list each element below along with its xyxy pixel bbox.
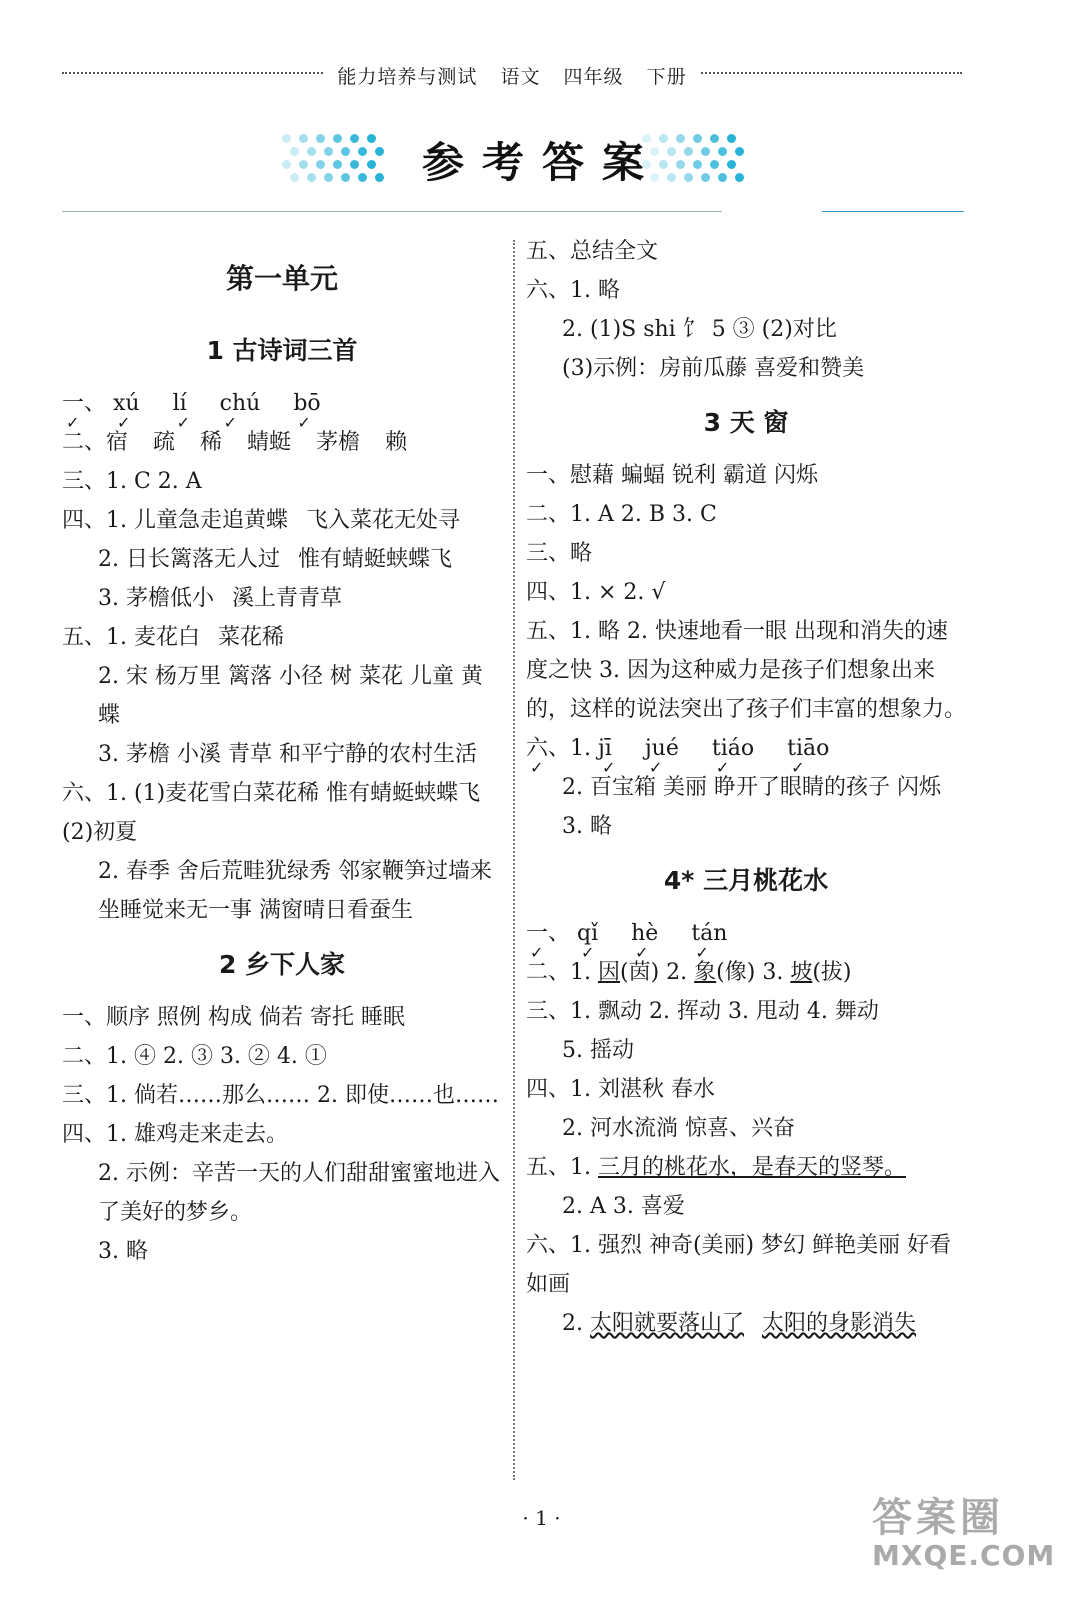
decorative-dot	[367, 160, 376, 169]
l2-q5: 五、总结全文	[526, 239, 659, 264]
page-number: · 1 ·	[522, 1506, 561, 1530]
decorative-dot	[290, 147, 299, 156]
l3-q6b: 2. 百宝箱 美丽 睁开了眼睛的孩子 闪烁	[562, 775, 941, 800]
l1-q3: 三、1. C 2. A	[62, 469, 202, 494]
pinyin-item: jué ✓	[645, 736, 679, 761]
title-banner	[262, 122, 822, 202]
decorative-dot	[667, 173, 676, 182]
l2-q3: 三、1. 倘若……那么…… 2. 即使……也……	[62, 1083, 499, 1108]
column-divider	[513, 240, 515, 1480]
right-column	[526, 232, 966, 1343]
l2-q6b: 2. (1)S shi 饣 5 ③ (2)对比	[562, 317, 837, 342]
decorative-dot	[316, 160, 325, 169]
decorative-dot	[727, 134, 736, 143]
decorative-dot	[701, 173, 710, 182]
l2-q6c: (3)示例：房前瓜藤 喜爱和赞美	[562, 356, 865, 381]
answer-item: 惟有蜻蜓蛱蝶飞	[297, 547, 452, 572]
decorative-dot	[324, 147, 333, 156]
answer-text: (拔)	[812, 960, 852, 985]
l1-q4c	[62, 579, 502, 618]
decorative-dot	[659, 160, 668, 169]
decorative-dot	[701, 147, 710, 156]
decorative-dot	[307, 147, 316, 156]
l3-q6a	[526, 729, 966, 768]
title-rule-right	[822, 211, 964, 212]
l3-q3: 三、略	[526, 541, 593, 566]
l2-q4b: 2. 示例：辛苦一天的人们甜甜蜜蜜地进入了美好的梦乡。	[98, 1161, 500, 1225]
running-header	[62, 62, 962, 88]
l2-q2: 二、1. ④ 2. ③ 3. ② 4. ①	[62, 1044, 327, 1069]
l1-q1-label: 一、 ✓	[62, 391, 106, 416]
answer-item: 3. 茅檐低小	[98, 586, 214, 611]
lesson-4-title: 4* 三月桃花水	[663, 866, 829, 895]
watermark-logo: 答案圈	[872, 1495, 1004, 1541]
decorative-dot	[693, 160, 702, 169]
answer-prefix: 2.	[562, 1311, 590, 1336]
decorative-dot	[299, 160, 308, 169]
pinyin-item: bō ✓	[293, 391, 320, 416]
l3-q6c: 3. 略	[562, 814, 612, 839]
l3-q1: 一、慰藉 蝙蝠 锐利 霸道 闪烁	[526, 463, 818, 488]
l1-q1	[62, 384, 502, 423]
decorative-dot	[341, 173, 350, 182]
header-book: 能力培养与测试	[337, 66, 478, 88]
header-grade: 四年级	[563, 66, 624, 88]
underlined-answer: 三月的桃花水，是春天的竖琴。	[597, 1155, 906, 1180]
decorative-dot	[684, 147, 693, 156]
left-column	[62, 232, 502, 1271]
decorative-dot	[375, 147, 384, 156]
underlined-answer: 因	[597, 960, 620, 985]
header-text	[323, 62, 700, 89]
decorative-dot	[667, 147, 676, 156]
decorative-dot	[350, 160, 359, 169]
decorative-dot	[316, 134, 325, 143]
page-title: 参考答案	[421, 138, 662, 187]
pinyin-item: qǐ ✓	[577, 921, 598, 946]
decorative-dot	[341, 147, 350, 156]
decorative-dot	[710, 134, 719, 143]
unit-title: 第一单元	[225, 262, 338, 295]
header-subject: 语文	[500, 66, 541, 88]
l1-q6a: 六、1. (1)麦花雪白菜花稀 惟有蜻蜓蛱蝶飞 (2)初夏	[62, 781, 481, 845]
answer-item: 赖	[385, 430, 408, 455]
decorative-dot	[290, 173, 299, 182]
decorative-dot	[299, 134, 308, 143]
decorative-dot	[650, 147, 659, 156]
l4-q3: 三、1. 飘动 2. 挥动 3. 甩动 4. 舞动	[526, 999, 879, 1024]
pinyin-item: chú ✓	[220, 391, 261, 416]
title-rule-left	[62, 211, 722, 212]
decorative-dot	[358, 173, 367, 182]
answer-text: (像) 3.	[716, 960, 791, 985]
pinyin-item: tiāo ✓	[787, 736, 829, 761]
lesson-3-title: 3 天 窗	[703, 408, 789, 437]
header-volume: 下册	[646, 66, 687, 88]
pinyin-item: tán ✓	[691, 921, 727, 946]
answer-item: 稀	[200, 430, 223, 455]
wavy-underlined-answer: 太阳的身影消失	[762, 1311, 917, 1336]
answer-item: 蜻蜓	[247, 430, 292, 455]
l4-q3b: 5. 摇动	[562, 1038, 634, 1063]
decorative-dot	[684, 173, 693, 182]
decorative-dot	[333, 134, 342, 143]
answer-item: 菜花稀	[217, 625, 284, 650]
l1-q4a	[62, 501, 502, 540]
decorative-dot	[676, 134, 685, 143]
l2-q4c: 3. 略	[98, 1239, 148, 1264]
lesson-2-title: 2 乡下人家	[218, 950, 346, 979]
l1-q5b: 2. 宋 杨万里 篱落 小径 树 菜花 儿童 黄蝶	[98, 664, 483, 728]
l1-q6b: 2. 春季 舍后荒畦犹绿秀 邻家鞭笋过墙来 坐睡觉来无一事 满窗晴日看蚕生	[98, 859, 492, 923]
l1-q5c: 3. 茅檐 小溪 青草 和平宁静的农村生活	[98, 742, 477, 767]
decorative-dot	[642, 160, 651, 169]
lesson-1-title: 1 古诗词三首	[206, 336, 358, 365]
decorative-dot	[650, 173, 659, 182]
answer-item: 飞入菜花无处寻	[305, 508, 460, 533]
decorative-dot	[735, 173, 744, 182]
l3-q2: 二、1. A 2. B 3. C	[526, 502, 717, 527]
l4-q1-label: 一、 ✓	[526, 921, 570, 946]
l4-q6b	[526, 1304, 966, 1343]
decorative-dots-left	[282, 134, 392, 190]
l3-q6-label: 六、1. ✓	[526, 736, 598, 761]
decorative-dot	[282, 134, 291, 143]
l4-q5	[526, 1148, 966, 1187]
decorative-dot	[642, 134, 651, 143]
decorative-dot	[693, 134, 702, 143]
answer-item: 茅檐	[316, 430, 361, 455]
l4-q1	[526, 914, 966, 953]
l2-q6a: 六、1. 略	[526, 278, 620, 303]
pinyin-item: jī ✓	[598, 736, 612, 761]
l4-q4b: 2. 河水流淌 惊喜、兴奋	[562, 1116, 795, 1141]
pinyin-item: hè ✓	[631, 921, 658, 946]
answer-item: 溪上青青草	[231, 586, 342, 611]
answer-item: 疏	[153, 430, 176, 455]
underlined-answer: 坡	[790, 960, 813, 985]
wavy-underlined-answer: 太阳就要落山了	[589, 1311, 744, 1336]
decorative-dot	[659, 134, 668, 143]
pinyin-item: lí ✓	[173, 391, 187, 416]
decorative-dot	[718, 147, 727, 156]
l2-q1: 一、顺序 照例 构成 倘若 寄托 睡眠	[62, 1005, 405, 1030]
decorative-dot	[282, 160, 291, 169]
decorative-dot	[676, 160, 685, 169]
l4-q4a: 四、1. 刘湛秋 春水	[526, 1077, 715, 1102]
decorative-dot	[367, 134, 376, 143]
decorative-dot	[710, 160, 719, 169]
decorative-dot	[333, 160, 342, 169]
decorative-dot	[375, 173, 384, 182]
decorative-dot	[735, 147, 744, 156]
l4-q5b: 2. A 3. 喜爱	[562, 1194, 685, 1219]
decorative-dot	[307, 173, 316, 182]
l3-q5: 五、1. 略 2. 快速地看一眼 出现和消失的速度之快 3. 因为这种威力是孩子们想象出来的，这样的说法突出了孩子们丰富的想象力。	[526, 619, 967, 722]
answer-item: 五、1. 麦花白	[62, 625, 200, 650]
l3-q4: 四、1. × 2. √	[526, 580, 666, 605]
l1-q4b	[62, 540, 502, 579]
decorative-dot	[727, 160, 736, 169]
pinyin-item: tiáo ✓	[712, 736, 754, 761]
answer-prefix: 二、1.	[526, 960, 598, 985]
decorative-dots-right	[642, 134, 752, 190]
watermark	[872, 1486, 1072, 1596]
decorative-dot	[718, 173, 727, 182]
l1-q5a	[62, 618, 502, 657]
answer-text: (茵) 2.	[620, 960, 695, 985]
l4-q6a: 六、1. 强烈 神奇(美丽) 梦幻 鲜艳美丽 好看 如画	[526, 1233, 952, 1297]
underlined-answer: 象	[694, 960, 717, 985]
l2-q4a: 四、1. 雄鸡走来走去。	[62, 1122, 288, 1147]
watermark-url: MXQE.COM	[872, 1539, 1056, 1572]
answer-item: 四、1. 儿童急走追黄蝶	[62, 508, 288, 533]
decorative-dot	[324, 173, 333, 182]
decorative-dot	[358, 147, 367, 156]
answer-prefix: 五、1.	[526, 1155, 598, 1180]
answer-item: 二、宿	[62, 430, 129, 455]
decorative-dot	[350, 134, 359, 143]
pinyin-item: xú ✓	[113, 391, 140, 416]
answer-item: 2. 日长篱落无人过	[98, 547, 280, 572]
